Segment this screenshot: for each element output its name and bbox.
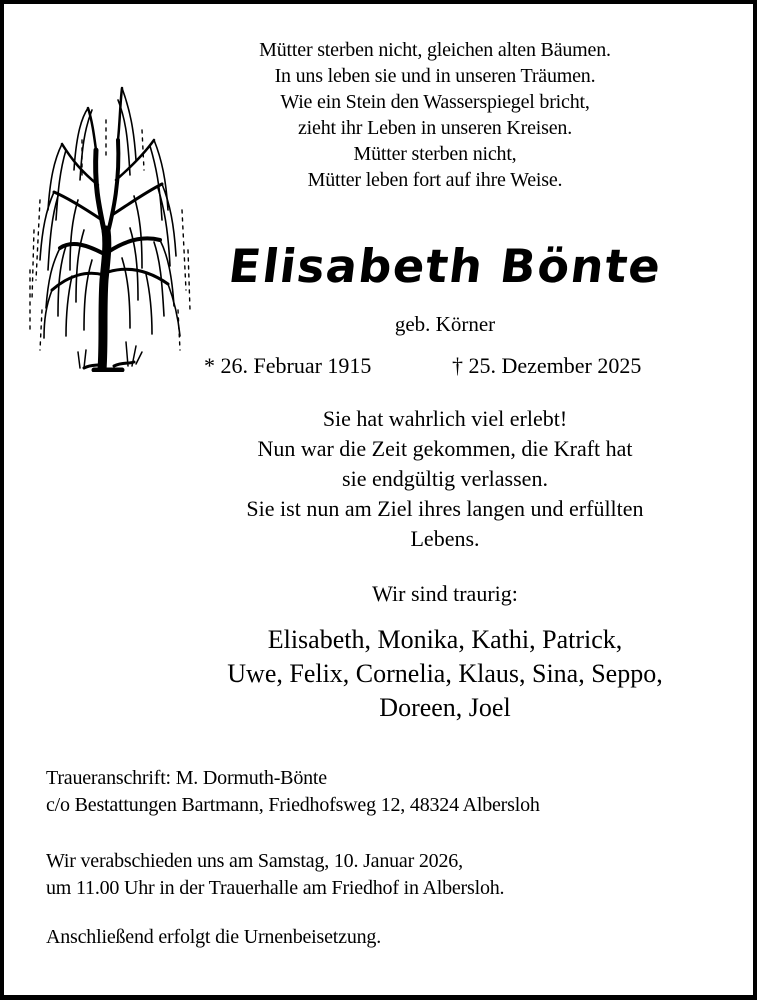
message-line: Nun war die Zeit gekommen, die Kraft hat xyxy=(257,436,633,461)
poem-line: Mütter sterben nicht, xyxy=(353,143,517,165)
message-line: sie endgültig verlassen. xyxy=(342,466,548,491)
poem-line: zieht ihr Leben in unseren Kreisen. xyxy=(297,117,572,139)
mourners-list xyxy=(150,623,740,725)
mourners-line: Uwe, Felix, Cornelia, Klaus, Sina, Seppo, xyxy=(227,659,663,688)
burial-note: Anschließend erfolgt die Urnenbeisetzung. xyxy=(46,926,382,948)
memorial-message xyxy=(190,404,700,554)
mourners-line: Doreen, Joel xyxy=(379,693,511,722)
funeral-service-info xyxy=(46,848,504,902)
service-line: Wir verabschieden uns am Samstag, 10. Januar 2026, xyxy=(46,850,463,872)
death-date: † 25. Dezember 2025 xyxy=(452,353,642,378)
mourners-line: Elisabeth, Monika, Kathi, Patrick, xyxy=(267,625,623,654)
message-line: Lebens. xyxy=(410,526,480,551)
message-line: Sie ist nun am Ziel ihres langen und erfüllten xyxy=(246,496,644,521)
birth-date: * 26. Februar 1915 xyxy=(204,353,372,378)
address-line: Traueranschrift: M. Dormuth-Bönte xyxy=(46,767,327,789)
poem-line: In uns leben sie und in unseren Träumen. xyxy=(274,65,596,87)
maiden-name: geb. Körner xyxy=(394,312,496,336)
message-line: Sie hat wahrlich viel erlebt! xyxy=(322,406,568,431)
poem-line: Mütter leben fort auf ihre Weise. xyxy=(307,169,563,191)
address-line: c/o Bestattungen Bartmann, Friedhofsweg 12, 48324 Albersloh xyxy=(46,794,540,816)
service-line: um 11.00 Uhr in der Trauerhalle am Friedhof in Albersloh. xyxy=(46,877,505,899)
mourning-address xyxy=(46,765,540,819)
mourners-label: Wir sind traurig: xyxy=(372,581,518,606)
poem-line: Mütter sterben nicht, gleichen alten Bäumen. xyxy=(259,39,611,61)
poem-line: Wie ein Stein den Wasserspiegel bricht, xyxy=(280,91,590,113)
deceased-name: Elisabeth Bönte xyxy=(227,239,663,293)
poem xyxy=(200,37,670,193)
weeping-willow-tree-icon xyxy=(22,80,194,372)
